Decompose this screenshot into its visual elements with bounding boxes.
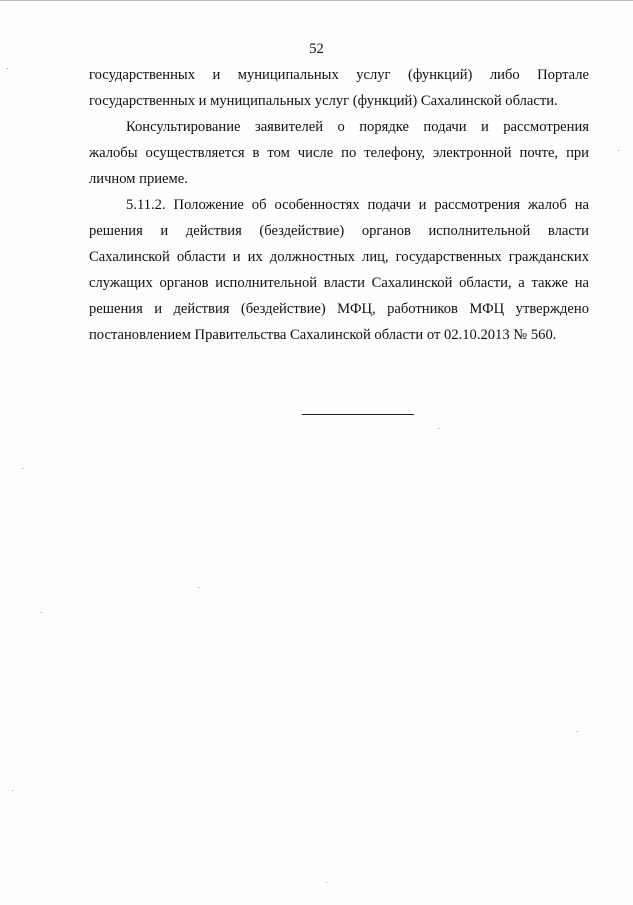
scan-speck — [438, 428, 439, 429]
text-line: решения и действия (бездействие) МФЦ, работников МФЦ утверждено — [89, 301, 589, 317]
scan-speck — [12, 790, 13, 791]
end-of-document-rule — [302, 414, 414, 415]
text-line: служащих органов исполнительной власти Сахалинской области, а также на — [89, 275, 589, 291]
scan-speck — [326, 882, 327, 883]
scan-speck — [577, 731, 578, 732]
text-line: постановлением Правительства Сахалинской области от 02.10.2013 № 560. — [89, 327, 557, 343]
page-top-edge — [0, 0, 633, 1]
scan-speck — [22, 468, 23, 469]
text-line: личном приеме. — [89, 171, 188, 187]
text-line: жалобы осуществляется в том числе по телефону, электронной почте, при — [89, 145, 589, 161]
text-line: государственных и муниципальных услуг (функций) Сахалинской области. — [89, 93, 558, 109]
page-number: 52 — [309, 41, 324, 57]
scan-speck — [41, 612, 42, 613]
text-line: 5.11.2. Положение об особенностях подачи и рассмотрения жалоб на — [126, 197, 589, 213]
document-body — [89, 62, 589, 348]
scan-speck — [618, 150, 619, 151]
text-line: Консультирование заявителей о порядке подачи и рассмотрения — [126, 119, 589, 135]
scan-speck — [7, 68, 8, 69]
scan-speck — [198, 587, 199, 588]
text-line: Сахалинской области и их должностных лиц, государственных гражданских — [89, 249, 589, 265]
text-line: государственных и муниципальных услуг (функций) либо Портале — [89, 67, 589, 83]
text-line: решения и действия (бездействие) органов исполнительной власти — [89, 223, 589, 239]
